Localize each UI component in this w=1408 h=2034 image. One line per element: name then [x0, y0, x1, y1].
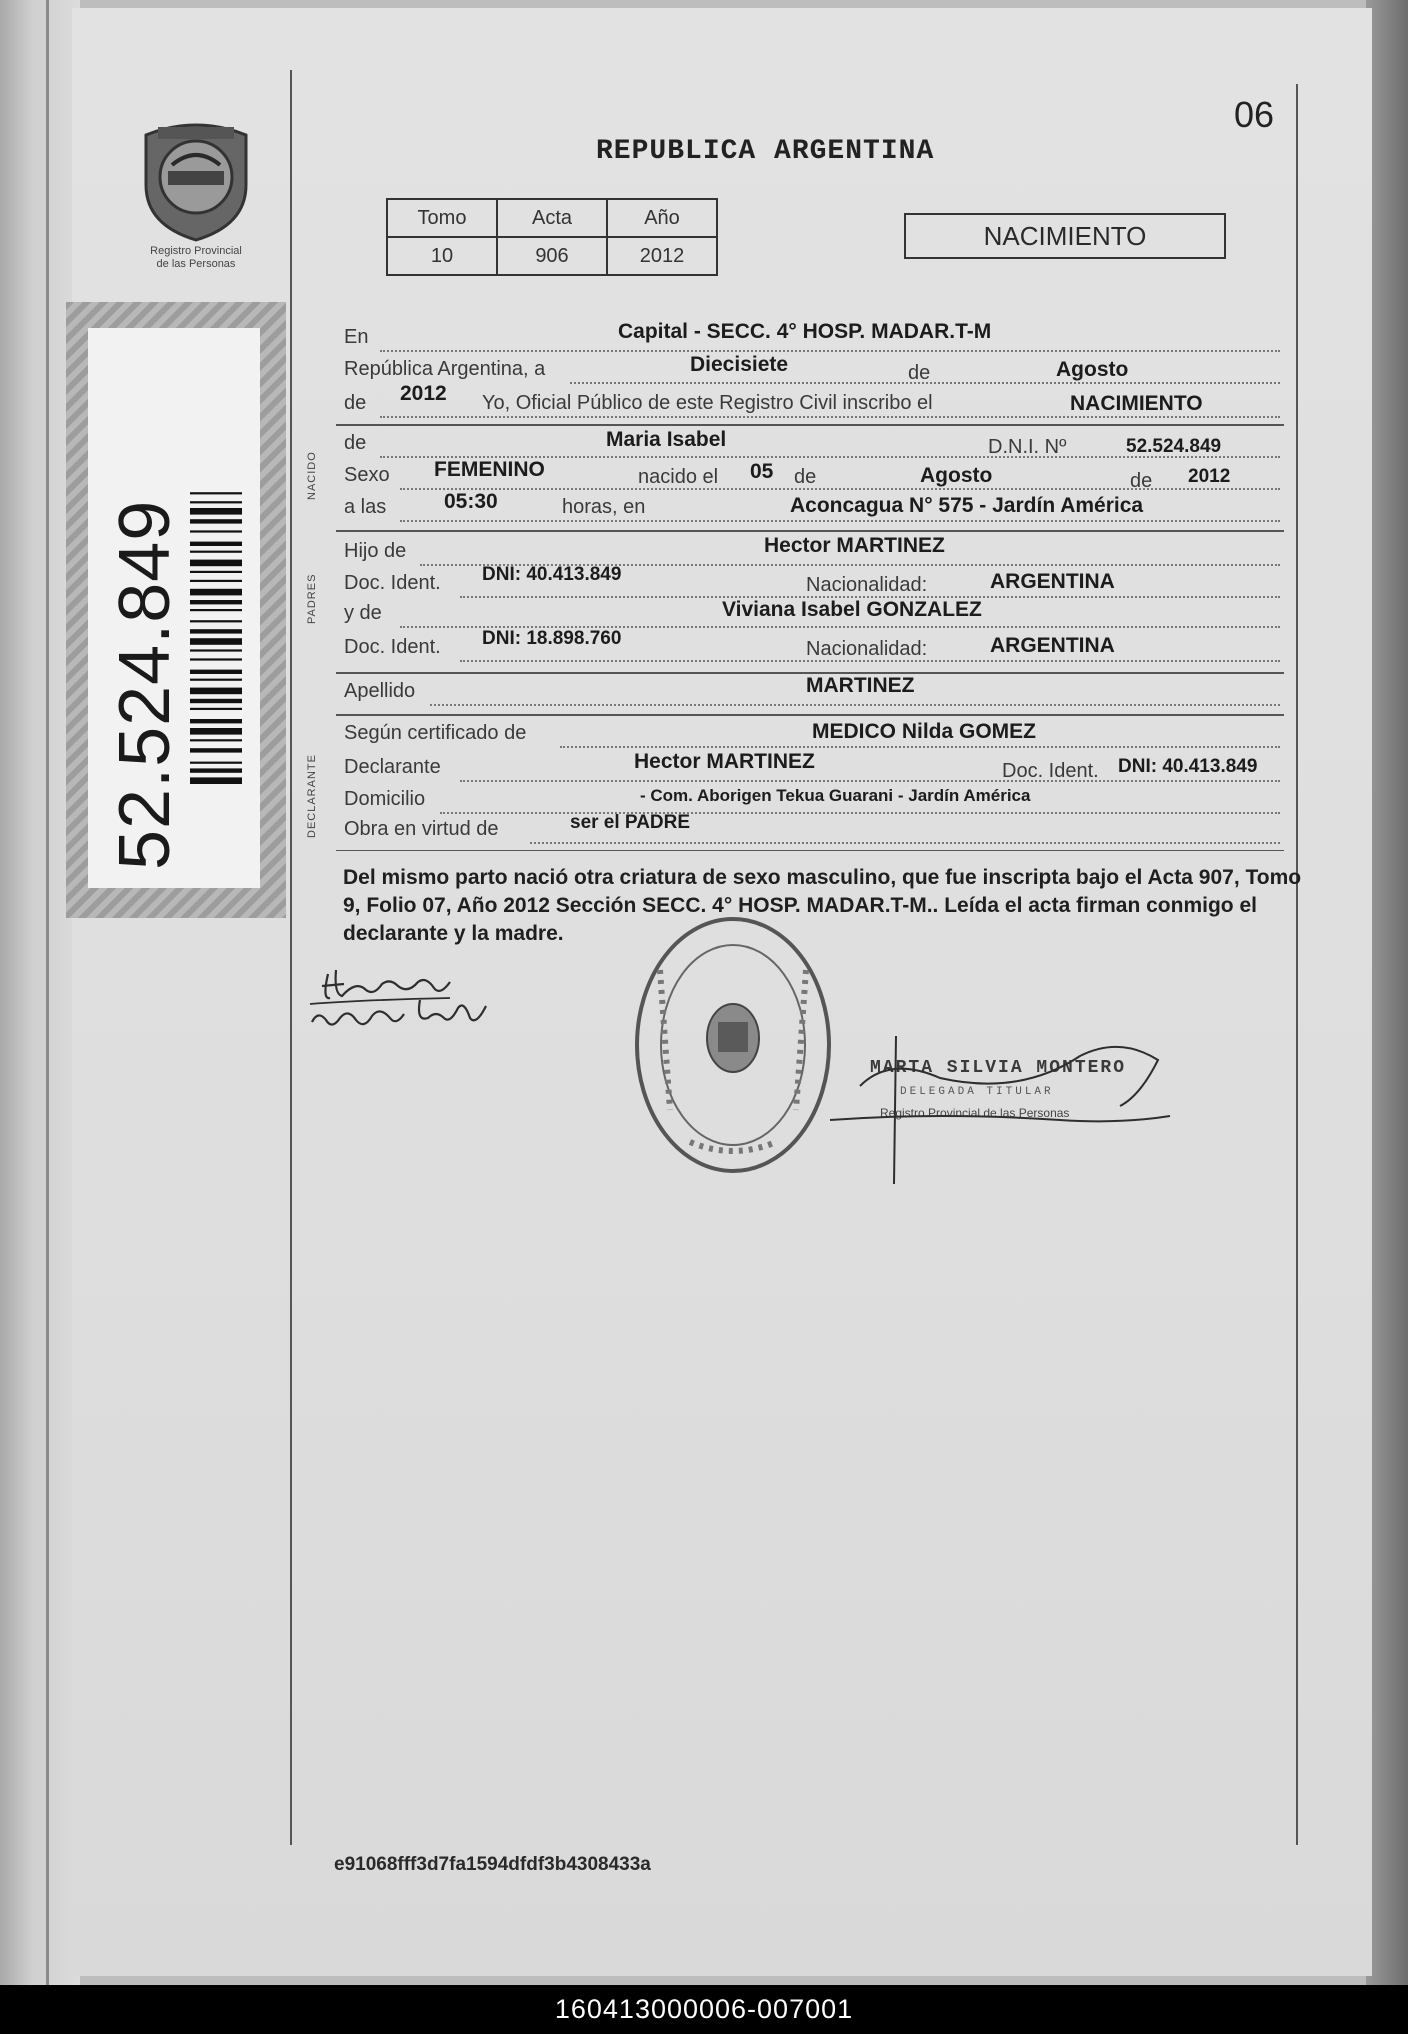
declarant-address: - Com. Aborigen Tekua Guarani - Jardín América — [640, 786, 1031, 805]
section-tag-declarante: DECLARANTE — [306, 754, 318, 838]
en-label: En — [344, 326, 369, 348]
official-org: Registro Provincial de las Personas — [880, 1106, 1070, 1120]
official-role: DELEGADA TITULAR — [900, 1086, 1054, 1098]
sexo-label: Sexo — [344, 464, 390, 486]
domicilio-label: Domicilio — [344, 788, 426, 810]
mother-nationality: ARGENTINA — [990, 634, 1115, 657]
section-tag-nacido: NACIDO — [306, 451, 318, 500]
father-nationality-label: Nacionalidad: — [806, 574, 928, 596]
left-margin-line — [290, 70, 292, 1845]
declarante-label: Declarante — [344, 756, 441, 778]
left-page-edge — [0, 0, 80, 1985]
registro-provincial-logo — [128, 115, 264, 285]
document-hash: e91068fff3d7fa1594dfdf3b4308433a — [334, 1854, 651, 1875]
official-rect-stamp — [860, 1040, 1190, 1140]
child-dni: 52.524.849 — [1126, 436, 1222, 457]
table-header-tomo: Tomo — [387, 199, 497, 237]
declarant-doc-label: Doc. Ident. — [1002, 760, 1099, 782]
y-de-label: y de — [344, 602, 382, 624]
act-inscription: NACIMIENTO — [1070, 392, 1203, 415]
provincial-seal-icon — [128, 115, 264, 245]
logo-caption-line2: de las Personas — [156, 258, 236, 270]
birth-time: 05:30 — [444, 490, 498, 513]
right-margin-line — [1296, 84, 1298, 1845]
republica-label: República Argentina, a — [344, 358, 546, 380]
logo-caption-line1: Registro Provincial — [150, 245, 242, 257]
dni-no-label: D.N.I. Nº — [988, 436, 1067, 458]
act-month: Agosto — [1056, 358, 1129, 381]
nacido-el-label: nacido el — [638, 466, 719, 488]
father-name: Hector MARTINEZ — [764, 534, 945, 557]
act-day: Diecisiete — [690, 353, 789, 376]
father-doc-label: Doc. Ident. — [344, 572, 441, 594]
child-sex: FEMENINO — [434, 458, 545, 481]
official-signature-icon — [820, 1016, 1180, 1186]
a-las-label: a las — [344, 496, 387, 518]
mother-name: Viviana Isabel GONZALEZ — [722, 598, 982, 621]
obra-value: ser el PADRE — [570, 812, 691, 833]
child-name: Maria Isabel — [606, 428, 727, 451]
birth-month: Agosto — [920, 464, 993, 487]
act-place: Capital - SECC. 4° HOSP. MADAR.T-M — [618, 320, 992, 343]
document-heading: REPUBLICA ARGENTINA — [596, 136, 935, 167]
hijo-de-label: Hijo de — [344, 540, 407, 562]
father-nationality: ARGENTINA — [990, 570, 1115, 593]
de-label: de — [908, 362, 931, 384]
declarant-name: Hector MARTINEZ — [634, 750, 815, 773]
birth-de-label: de — [794, 466, 817, 488]
table-value-acta: 906 — [497, 237, 607, 275]
dni-label-number: 52.524.849 — [105, 499, 185, 870]
mother-doc-label: Doc. Ident. — [344, 636, 441, 658]
table-value-ano: 2012 — [607, 237, 717, 275]
act-year: 2012 — [400, 382, 447, 405]
mother-doc: DNI: 18.898.760 — [482, 628, 622, 649]
record-type-box: NACIMIENTO — [904, 213, 1226, 259]
signatures-handwritten — [300, 960, 530, 1040]
certificate-by: MEDICO Nilda GOMEZ — [812, 720, 1037, 743]
birth-day: 05 — [750, 460, 774, 483]
official-name: MARTA SILVIA MONTERO — [870, 1058, 1127, 1078]
apellido-value: MARTINEZ — [806, 674, 915, 697]
birth-year: 2012 — [1188, 466, 1231, 487]
apellido-label: Apellido — [344, 680, 416, 702]
father-doc: DNI: 40.413.849 — [482, 564, 622, 585]
scan-id-footer: 160413000006-007001 — [0, 1985, 1408, 2034]
table-header-acta: Acta — [497, 199, 607, 237]
horas-en-label: horas, en — [562, 496, 646, 518]
observation-note: Del mismo parto nació otra criatura de sexo masculino, que fue inscripta bajo el Acta 907, Tomo 9, Folio 07, Año 2012 Sección SECC. 4° HOSP. MADAR.T-M.. Leída el acta firman conmigo el declarante y la madre. — [343, 866, 1302, 945]
certificado-label: Según certificado de — [344, 722, 527, 744]
nacido-de-label: de — [344, 432, 367, 454]
de-year-label: de — [344, 392, 367, 414]
section-tag-padres: PADRES — [306, 573, 318, 624]
table-header-ano: Año — [607, 199, 717, 237]
declarant-doc: DNI: 40.413.849 — [1118, 756, 1258, 777]
registry-table — [386, 198, 718, 276]
birth-de-year-label: de — [1130, 470, 1153, 492]
table-value-tomo: 10 — [387, 237, 497, 275]
official-round-stamp-icon — [630, 910, 836, 1180]
obra-label: Obra en virtud de — [344, 818, 499, 840]
barcode-icon — [190, 344, 242, 784]
oficial-label: Yo, Oficial Público de este Registro Civil inscribo el — [482, 392, 933, 414]
mother-nationality-label: Nacionalidad: — [806, 638, 928, 660]
right-book-edge — [1366, 0, 1408, 1985]
dni-barcode-label — [66, 302, 286, 918]
page-number: 06 — [1234, 94, 1275, 135]
birth-place: Aconcagua N° 575 - Jardín América — [790, 494, 1144, 517]
